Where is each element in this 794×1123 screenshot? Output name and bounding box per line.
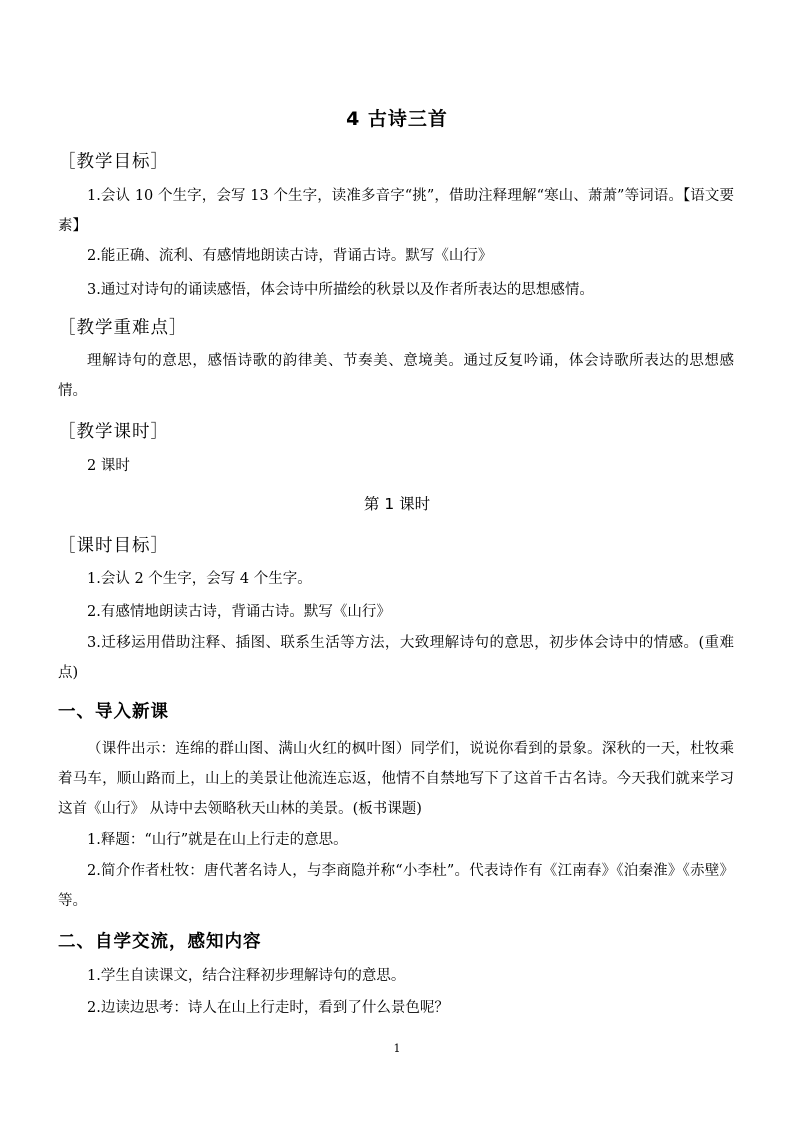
goal-item-2: 2.能正确、流利、有感情地朗读古诗，背诵古诗。默写《山行》 bbox=[87, 248, 493, 264]
lesson-goal-3: 3.迁移运用借助注释、插图、联系生活等方法，大致理解诗句的意思，初步体会诗中的情感。(重难点) bbox=[58, 635, 734, 681]
heading-key-points: ［教学重难点］ bbox=[58, 318, 188, 338]
intro-paragraph: （课件出示：连绵的群山图、满山火红的枫叶图）同学们，说说你看到的景象。深秋的一天，杜牧乘着马车，顺山路而上，山上的美景让他流连忘返，他情不自禁地写下了这首千古名诗。今天我们就来学习这首《山行》 从诗中去领略秋天山林的美景。(板书课题) bbox=[58, 741, 734, 817]
lesson-title: 第 1 课时 bbox=[363, 495, 431, 513]
goal-item-1: 1.会认 10 个生字，会写 13 个生字，读准多音字“挑”，借助注释理解“寒山、萧萧”等词语。【语文要素】 bbox=[58, 188, 734, 234]
document-title: 4 古诗三首 bbox=[346, 108, 448, 130]
heading-class-hours: ［教学课时］ bbox=[58, 422, 169, 442]
key-points-text: 理解诗句的意思，感悟诗歌的韵律美、节奏美、意境美。通过反复吟诵，体会诗歌所表达的思想感情。 bbox=[58, 353, 734, 399]
intro-item-1: 1.释题：“山行”就是在山上行走的意思。 bbox=[87, 832, 348, 848]
self-study-item-2: 2.边读边思考：诗人在山上行走时，看到了什么景色呢？ bbox=[87, 1000, 449, 1016]
section-heading-intro: 一、导入新课 bbox=[58, 702, 169, 722]
lesson-goal-1: 1.会认 2 个生字，会写 4 个生字。 bbox=[87, 571, 312, 587]
section-heading-self-study: 二、自学交流，感知内容 bbox=[58, 932, 262, 952]
lesson-goal-2: 2.有感情地朗读古诗，背诵古诗。默写《山行》 bbox=[87, 604, 391, 620]
heading-teaching-goals: ［教学目标］ bbox=[58, 152, 169, 172]
intro-item-2: 2.简介作者杜牧：唐代著名诗人，与李商隐并称“小李杜”。代表诗作有《江南春》《泊秦淮》《赤壁》等。 bbox=[58, 863, 734, 909]
goal-item-3: 3.通过对诗句的诵读感悟，体会诗中所描绘的秋景以及作者所表达的思想感情。 bbox=[87, 282, 594, 298]
self-study-item-1: 1.学生自读课文，结合注释初步理解诗句的意思。 bbox=[87, 968, 406, 984]
class-hours-text: 2 课时 bbox=[87, 458, 130, 474]
heading-lesson-goals: ［课时目标］ bbox=[58, 536, 169, 556]
page-number: 1 bbox=[393, 1042, 401, 1055]
